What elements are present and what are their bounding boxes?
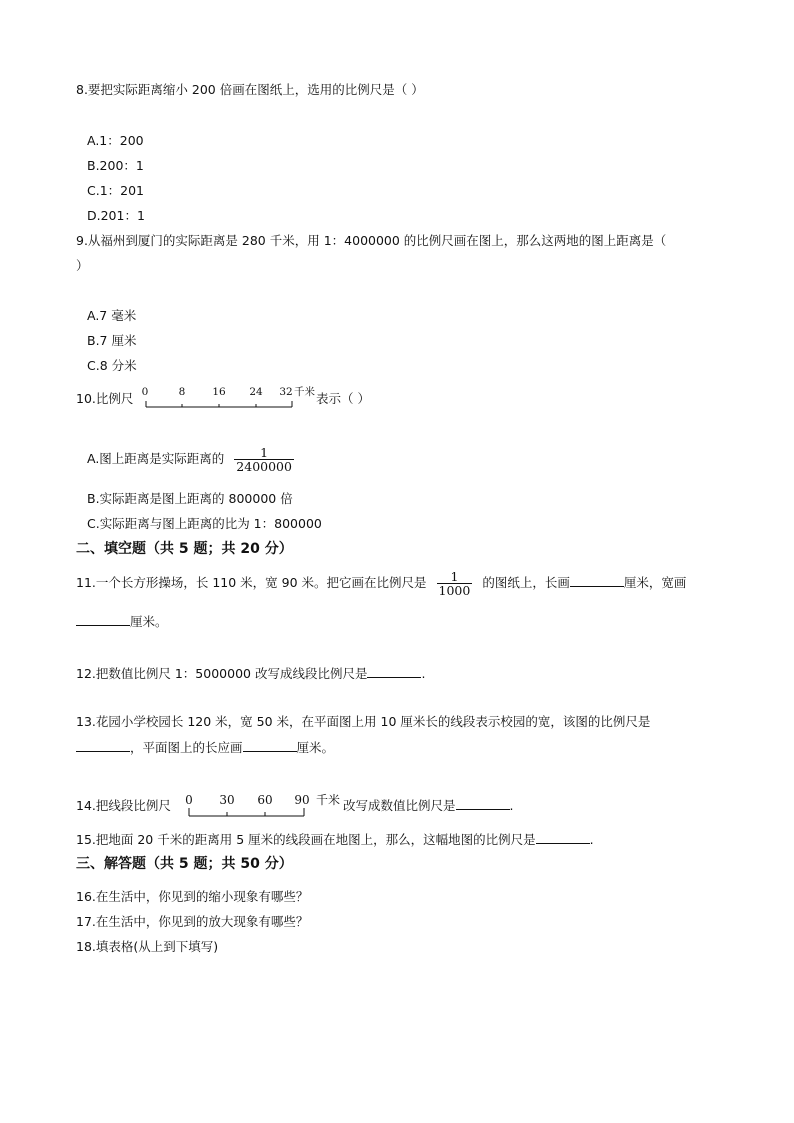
question-15-end: . [589, 832, 594, 847]
fraction-denominator: 2400000 [236, 459, 292, 474]
question-10-suffix: 表示（ ） [316, 391, 370, 406]
scale-tick-label: 24 [249, 386, 263, 398]
question-8-option-b: B.200：1 [87, 158, 144, 173]
question-11-part-1: 11.一个长方形操场，长 110 米，宽 90 米。把它画在比例尺是 [76, 575, 427, 590]
question-14-prefix: 14.把线段比例尺 [76, 798, 171, 813]
question-10-option-c: C.实际距离与图上距离的比为 1：800000 [87, 516, 322, 531]
section-3-heading: 三、解答题（共 5 题；共 50 分） [76, 856, 293, 872]
question-11-line-2 [76, 612, 168, 630]
question-9-option-b: B.7 厘米 [87, 333, 137, 348]
scale-tick-label: 8 [178, 386, 186, 398]
fraction-numerator: 1 [260, 445, 269, 460]
fraction-denominator: 1000 [438, 583, 471, 598]
question-8-option-c: C.1：201 [87, 183, 145, 198]
scale-tick-label: 0 [141, 386, 149, 398]
question-8-option-a: A.1：200 [87, 133, 144, 148]
question-11-line-1 [76, 570, 686, 597]
question-14-suffix: 改写成数值比例尺是 [343, 798, 456, 813]
scale-tick-label: 30 [219, 793, 235, 807]
line-scale-q14 [180, 788, 350, 822]
answer-blank-length[interactable] [570, 576, 624, 587]
question-11-part-4: 厘米。 [130, 614, 168, 629]
question-8-stem: 8.要把实际距离缩小 200 倍画在图纸上，选用的比例尺是（ ） [76, 82, 424, 97]
fraction-1-2400000 [234, 446, 294, 473]
question-11-part-3: 厘米，宽画 [623, 575, 687, 590]
question-12-text: 12.把数值比例尺 1：5000000 改写成线段比例尺是 [76, 666, 368, 681]
scale-tick-label: 16 [212, 386, 226, 398]
question-12 [76, 664, 425, 682]
answer-blank-q15[interactable] [536, 833, 590, 844]
question-10-option-a [87, 446, 300, 473]
question-17: 17.在生活中，你见到的放大现象有哪些？ [76, 914, 309, 929]
question-12-end: . [421, 666, 426, 681]
question-9-option-c: C.8 分米 [87, 358, 137, 373]
question-10-prefix: 10.比例尺 [76, 391, 134, 406]
question-8-option-d: D.201：1 [87, 208, 145, 223]
question-16: 16.在生活中，你见到的缩小现象有哪些？ [76, 889, 309, 904]
scale-unit-label: 千米 [316, 793, 341, 807]
answer-blank-q14[interactable] [456, 799, 510, 810]
question-13-mid: ，平面图上的长应画 [130, 740, 243, 755]
question-14-tail [343, 796, 514, 814]
section-2-heading: 二、填空题（共 5 题；共 20 分） [76, 541, 293, 557]
scale-tick-label: 60 [257, 793, 273, 807]
question-9-stem-end: ） [76, 258, 89, 273]
question-13-line-1: 13.花园小学校园长 120 米，宽 50 米，在平面图上用 10 厘米长的线段表示校园的宽，该图的比例尺是 [76, 714, 651, 729]
scale-tick-label: 32 [279, 386, 293, 398]
question-10-option-b: B.实际距离是图上距离的 800000 倍 [87, 491, 293, 506]
answer-blank-width[interactable] [76, 615, 130, 626]
question-9-stem: 9.从福州到厦门的实际距离是 280 千米，用 1：4000000 的比例尺画在图上，那么这两地的图上距离是（ [76, 233, 667, 248]
line-scale-q10 [140, 380, 320, 410]
scale-unit-label: 千米 [294, 386, 315, 398]
question-15 [76, 830, 594, 848]
question-10-option-a-text: A.图上距离是实际距离的 [87, 451, 225, 466]
question-14-end: . [509, 798, 514, 813]
fraction-1-1000 [437, 570, 473, 597]
scale-tick-label: 0 [185, 793, 193, 807]
question-13-line-2 [76, 738, 334, 756]
question-18: 18.填表格(从上到下填写) [76, 939, 219, 954]
question-15-text: 15.把地面 20 千米的距离用 5 厘米的线段画在地图上，那么，这幅地图的比例尺是 [76, 832, 536, 847]
answer-blank-length[interactable] [243, 741, 297, 752]
answer-blank-scale[interactable] [76, 741, 130, 752]
question-11-part-2: 的图纸上，长画 [482, 575, 570, 590]
answer-blank-q12[interactable] [367, 667, 421, 678]
scale-tick-label: 90 [294, 793, 310, 807]
fraction-numerator: 1 [450, 569, 459, 584]
question-13-end: 厘米。 [296, 740, 335, 755]
question-9-option-a: A.7 毫米 [87, 308, 137, 323]
